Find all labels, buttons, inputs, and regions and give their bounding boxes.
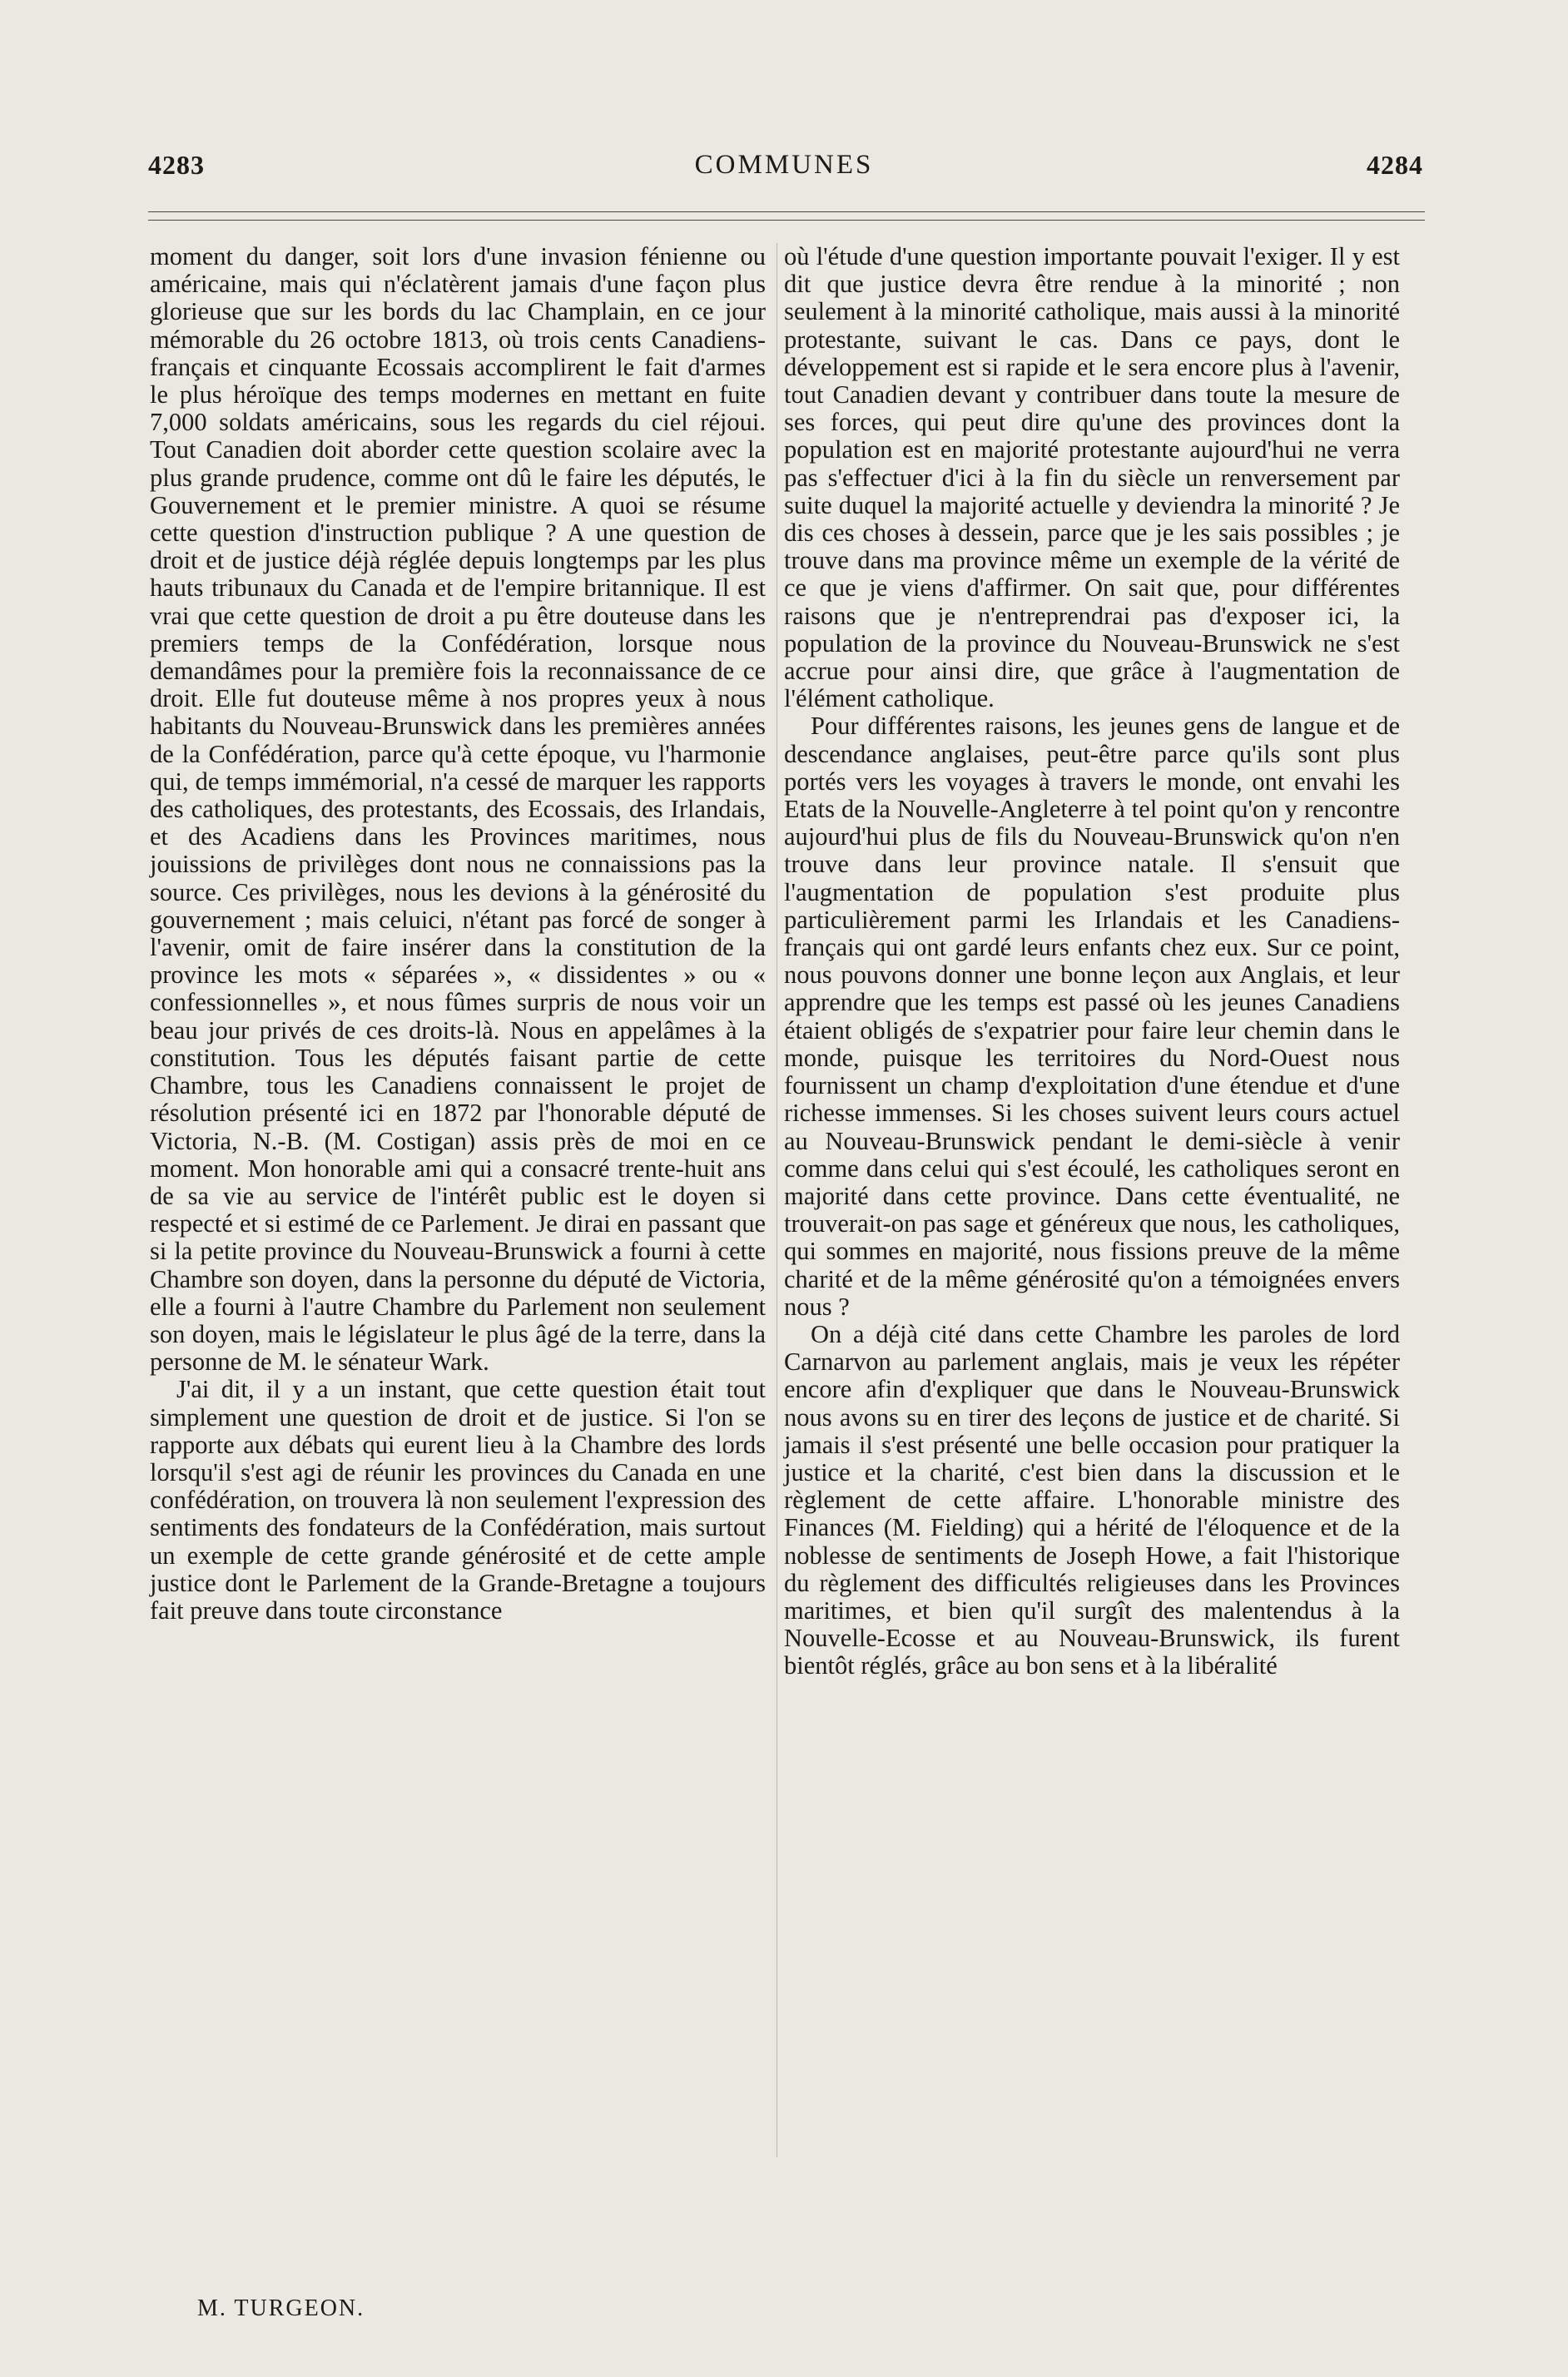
right-paragraph-3: On a déjà cité dans cette Chambre les paroles de lord Carnarvon au parlement anglais, mais je veux les répéter encore afin d'expliquer que dans le Nouveau-Brunswick nous avons su en tirer des leçons de justice et de charité. Si jamais il s'est présenté une belle occasion pour pratiquer la justice et la charité, c'est bien dans la discussion et le règlement de cette affaire. L'honorable ministre des Finances (M. Fielding) qui a hérité de l'éloquence et de la noblesse de sentiments de Joseph Howe, a fait l'historique du règlement des difficultés religieuses dans les Provinces maritimes, et bien qu'il surgît des malentendus à la Nouvelle-Ecosse et au Nouveau-Brunswick, ils furent bientôt réglés, grâce au bon sens et à la libéralité [784, 1319, 1400, 1680]
page-number-right: 4284 [1367, 150, 1423, 180]
running-head: COMMUNES [694, 150, 874, 180]
speaker-signature: M. TURGEON. [197, 2295, 365, 2321]
header-rule [148, 211, 1425, 212]
left-paragraph-1: moment du danger, soit lors d'une invasion fénienne ou américaine, mais qui n'éclatèrent jamais d'une façon plus glorieuse que sur les bords du lac Champlain, en ce jour mémorable du 26 octobre 1813, où trois cents Canadiens-français et cinquante Ecossais accomplirent le fait d'armes le plus héroïque des temps modernes en mettant en fuite 7,000 soldats américains, sous les regards du ciel réjoui. Tout Canadien doit aborder cette question scolaire avec la plus grande prudence, comme ont dû le faire les députés, le Gouvernement et le premier ministre. A quoi se résume cette question d'instruction publique ? A une question de droit et de justice déjà réglée depuis longtemps par les plus hauts tribunaux du Canada et de l'empire britannique. Il est vrai que cette question de droit a pu être douteuse dans les premiers temps de la Confédération, lorsque nous demandâmes pour la première fois la reconnaissance de ce droit. Elle fut douteuse même à nos propres yeux à nous habitants du Nouveau-Brunswick dans les premières années de la Confédération, parce qu'à cette époque, vu l'harmonie qui, de temps immémorial, n'a cessé de marquer les rapports des catholiques, des protestants, des Ecossais, des Irlandais, et des Acadiens dans les Provinces maritimes, nous jouissions de privilèges dont nous ne connaissions pas la source. Ces privilèges, nous les devions à la générosité du gouvernement ; mais celuici, n'étant pas forcé de songer à l'avenir, omit de faire insérer dans la constitution de la province les mots « séparées », « dissidentes » ou « confessionnelles », et nous fûmes surpris de nous voir un beau jour privés de ces droits-là. Nous en appelâmes à la constitution. Tous les députés faisant partie de cette Chambre, tous les Canadiens connaissent le projet de résolution présenté ici en 1872 par l'honorable député de Victoria, N.-B. (M. Costigan) assis près de moi en ce moment. Mon honorable ami qui a consacré trente-huit ans de sa vie au service de l'intérêt public est le doyen si respecté et si estimé de ce Parlement. Je dirai en passant que si la petite province du Nouveau-Brunswick a fourni à cette Chambre son doyen, dans la personne du député de Victoria, elle a fourni à l'autre Chambre du Parlement non seulement son doyen, mais le législateur le plus âgé de la terre, dans la personne de M. le sénateur Wark. [150, 242, 766, 1377]
right-paragraph-1: où l'étude d'une question importante pouvait l'exiger. Il y est dit que justice devra être rendue à la minorité ; non seulement à la minorité catholique, mais aussi à la minorité protestante, suivant le cas. Dans ce pays, dont le développement est si rapide et le sera encore plus à l'avenir, tout Canadien devant y contribuer dans toute la mesure de ses forces, qui peut dire qu'une des provinces dont la population est en majorité protestante aujourd'hui ne verra pas s'effectuer d'ici à la fin du siècle un renversement par suite duquel la majorité actuelle y deviendra la minorité ? Je dis ces choses à dessein, parce que je les sais possibles ; je trouve dans ma province même un exemple de la vérité de ce que je viens d'affirmer. On sait que, pour différentes raisons que je n'entreprendrai pas d'exposer ici, la population de la province du Nouveau-Brunswick ne s'est accrue pour ainsi dire, que grâce à l'augmentation de l'élément catholique. [784, 242, 1400, 713]
right-paragraph-2: Pour différentes raisons, les jeunes gens de langue et de descendance anglaises, peut-être parce qu'ils sont plus portés vers les voyages à travers le monde, ont envahi les Etats de la Nouvelle-Angleterre à tel point qu'on y rencontre aujourd'hui plus de fils du Nouveau-Brunswick qu'on n'en trouve dans leur province natale. Il s'ensuit que l'augmentation de population s'est produite plus particulièrement parmi les Irlandais et les Canadiens-français qui ont gardé leurs enfants chez eux. Sur ce point, nous pouvons donner une bonne leçon aux Anglais, et leur apprendre que les temps est passé où les jeunes Canadiens étaient obligés de s'expatrier pour faire leur chemin dans le monde, puisque les territoires du Nord-Ouest nous fournissent un champ d'exploitation d'une étendue et d'une richesse immenses. Si les choses suivent leurs cours actuel au Nouveau-Brunswick pendant le demi-siècle à venir comme dans celui qui s'est écoulé, les catholiques seront en majorité dans cette province. Dans cette éventualité, ne trouverait-on pas sage et généreux que nous, les catholiques, qui sommes en majorité, nous fissions preuve de la même charité et de la même générosité qu'on a témoignées envers nous ? [784, 712, 1400, 1321]
left-column [150, 243, 766, 1625]
right-column [784, 243, 1400, 1680]
page-number-left: 4283 [148, 150, 205, 180]
left-paragraph-2: J'ai dit, il y a un instant, que cette question était tout simplement une question de droit et de justice. Si l'on se rapporte aux débats qui eurent lieu à la Chambre des lords lorsqu'il s'est agi de réunir les provinces du Canada en une confédération, on trouvera là non seulement l'expression des sentiments des fondateurs de la Confédération, mais surtout un exemple de cette grande générosité et de cette ample justice dont le Parlement de la Grande-Bretagne a toujours fait preuve dans toute circonstance [150, 1375, 766, 1625]
header-rule-secondary [148, 220, 1425, 221]
